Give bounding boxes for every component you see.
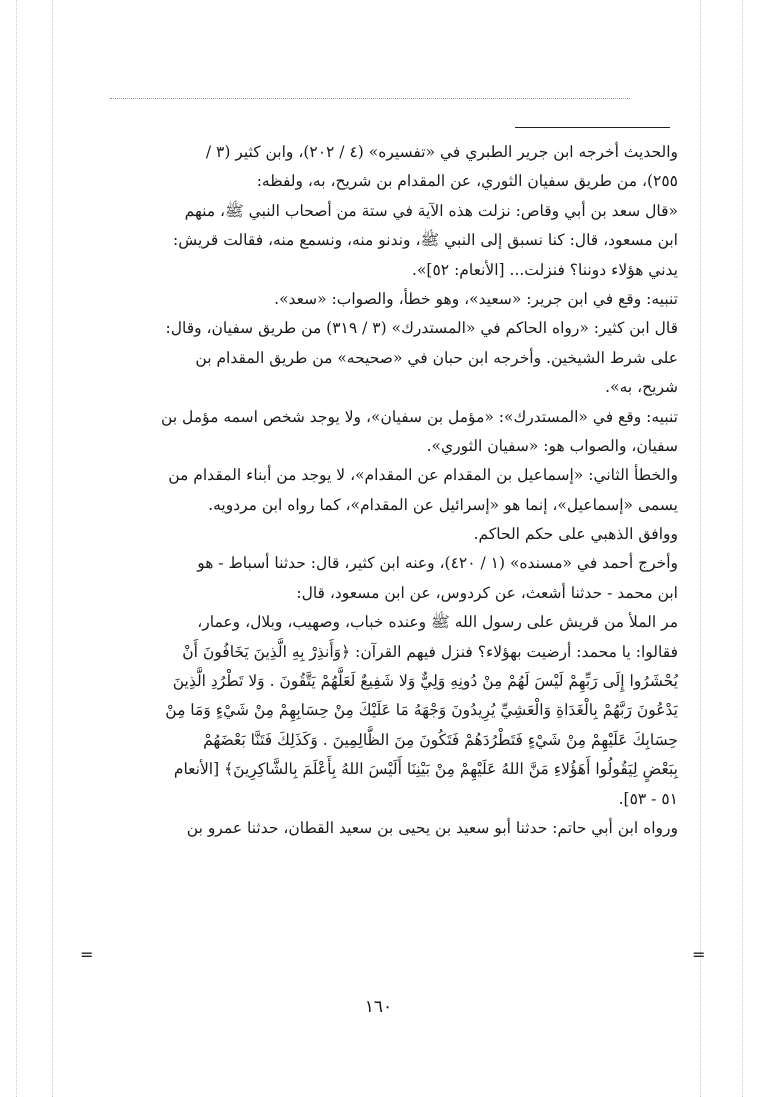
text-line: يدني هؤلاء دوننا؟ فنزلت... [الأنعام: ٥٢]». (412, 260, 678, 279)
quran-line: فقالوا: يا محمد: أرضيت بهؤلاء؟ فنزل فيهم القرآن: ﴿وَأَنذِرْ بِهِ الَّذِينَ يَخَافُونَ أَنْ (182, 642, 678, 661)
text-line: شريح، به». (605, 378, 678, 397)
text-line: يسمى «إسماعيل»، إنما هو «إسرائيل عن المقدام»، كما رواه ابن مردويه. (208, 495, 678, 514)
text-line: ووافق الذهبي على حكم الحاكم. (473, 525, 678, 544)
text-line: وأخرج أحمد في «مسنده» (١ / ٤٢٠)، وعنه ابن كثير، قال: حدثنا أسباط - هو (197, 554, 678, 573)
text-line: مر الملأ من قريش على رسول الله ﷺ وعنده خباب، وصهيب، وبلال، وعمار، (197, 613, 678, 632)
left-margin-line (52, 0, 53, 1097)
quran-line: حِسَابِكَ عَلَيْهِمْ مِنْ شَيْءٍ فَتَطْرُدَهُمْ فَتَكُونَ مِنَ الظَّالِمِينَ . وَكَذَلِكَ فَتَنَّا بَعْضَهُمْ (203, 730, 678, 749)
body-text (98, 138, 678, 843)
text-line: تنبيه: وقع في «المستدرك»: «مؤمل بن سفيان»، ولا يوجد شخص اسمه مؤمل بن (161, 407, 678, 426)
left-margin-mark: = (80, 945, 94, 964)
page-number: ١٦٠ (364, 997, 393, 1017)
text-line: ٥١ - ٥٣]. (618, 789, 678, 808)
quran-line: بِبَعْضٍ لِيَقُولُوا أَهَؤُلاءِ مَنَّ اللهُ عَلَيْهِمْ مِنْ بَيْنِنَا أَلَيْسَ اللهُ بِأَعْلَمَ بِالشَّاكِرِينَ﴾ [الأنعام (173, 760, 678, 779)
text-line: «قال سعد بن أبي وقاص: نزلت هذه الآية في ستة من أصحاب النبي ﷺ، منهم (184, 201, 678, 220)
left-margin-line (16, 0, 17, 1097)
text-line: ورواه ابن أبي حاتم: حدثنا أبو سعيد بن يحيى بن سعيد القطان، حدثنا عمرو بن (186, 818, 678, 837)
text-line: والحديث أخرجه ابن جرير الطبري في «تفسيره» (٤ / ٢٠٢)، وابن كثير (٣ / (205, 143, 678, 161)
quran-line: يَدْعُونَ رَبَّهُمْ بِالْغَدَاةِ وَالْعَشِيِّ يُرِيدُونَ وَجْهَهُ مَا عَلَيْكَ مِنْ حِسَابِهِمْ مِنْ شَيْءٍ وَمَا مِنْ (165, 701, 678, 720)
text-line: تنبيه: وقع في ابن جرير: «سعيد»، وهو خطأ، والصواب: «سعد». (274, 289, 678, 308)
right-margin-line (742, 0, 743, 1097)
text-line: قال ابن كثير: «رواه الحاكم في «المستدرك» (٣ / ٣١٩) من طريق سفيان، وقال: (165, 319, 678, 338)
text-line: ابن محمد - حدثنا أشعث، عن كردوس، عن ابن مسعود، قال: (296, 583, 678, 602)
right-margin-mark: = (692, 945, 706, 964)
text-line: والخطأ الثاني: «إسماعيل بن المقدام عن المقدام»، لا يوجد من أبناء المقدام من (168, 466, 678, 485)
text-line: سفيان، والصواب هو: «سفيان الثوري». (426, 436, 678, 455)
quran-line: يُحْشَرُوا إِلَى رَبِّهِمْ لَيْسَ لَهُمْ مِنْ دُونِهِ وَلِيٌّ وَلا شَفِيعٌ لَعَلَّهُمْ يَتَّقُونَ . وَلا تَطْرُدِ الَّذِينَ (172, 672, 678, 691)
header-rule (515, 127, 670, 128)
text-line: على شرط الشيخين. وأخرجه ابن حبان في «صحيحه» من طريق المقدام بن (195, 348, 678, 367)
right-margin-line (700, 0, 701, 1097)
text-line: ابن مسعود، قال: كنا نسبق إلى النبي ﷺ، وندنو منه، ونسمع منه، فقالت قريش: (173, 231, 678, 250)
text-line: ٢٥٥)، من طريق سفيان الثوري، عن المقدام بن شريح، به، ولفظه: (256, 172, 678, 191)
top-edge-dots (110, 98, 630, 109)
